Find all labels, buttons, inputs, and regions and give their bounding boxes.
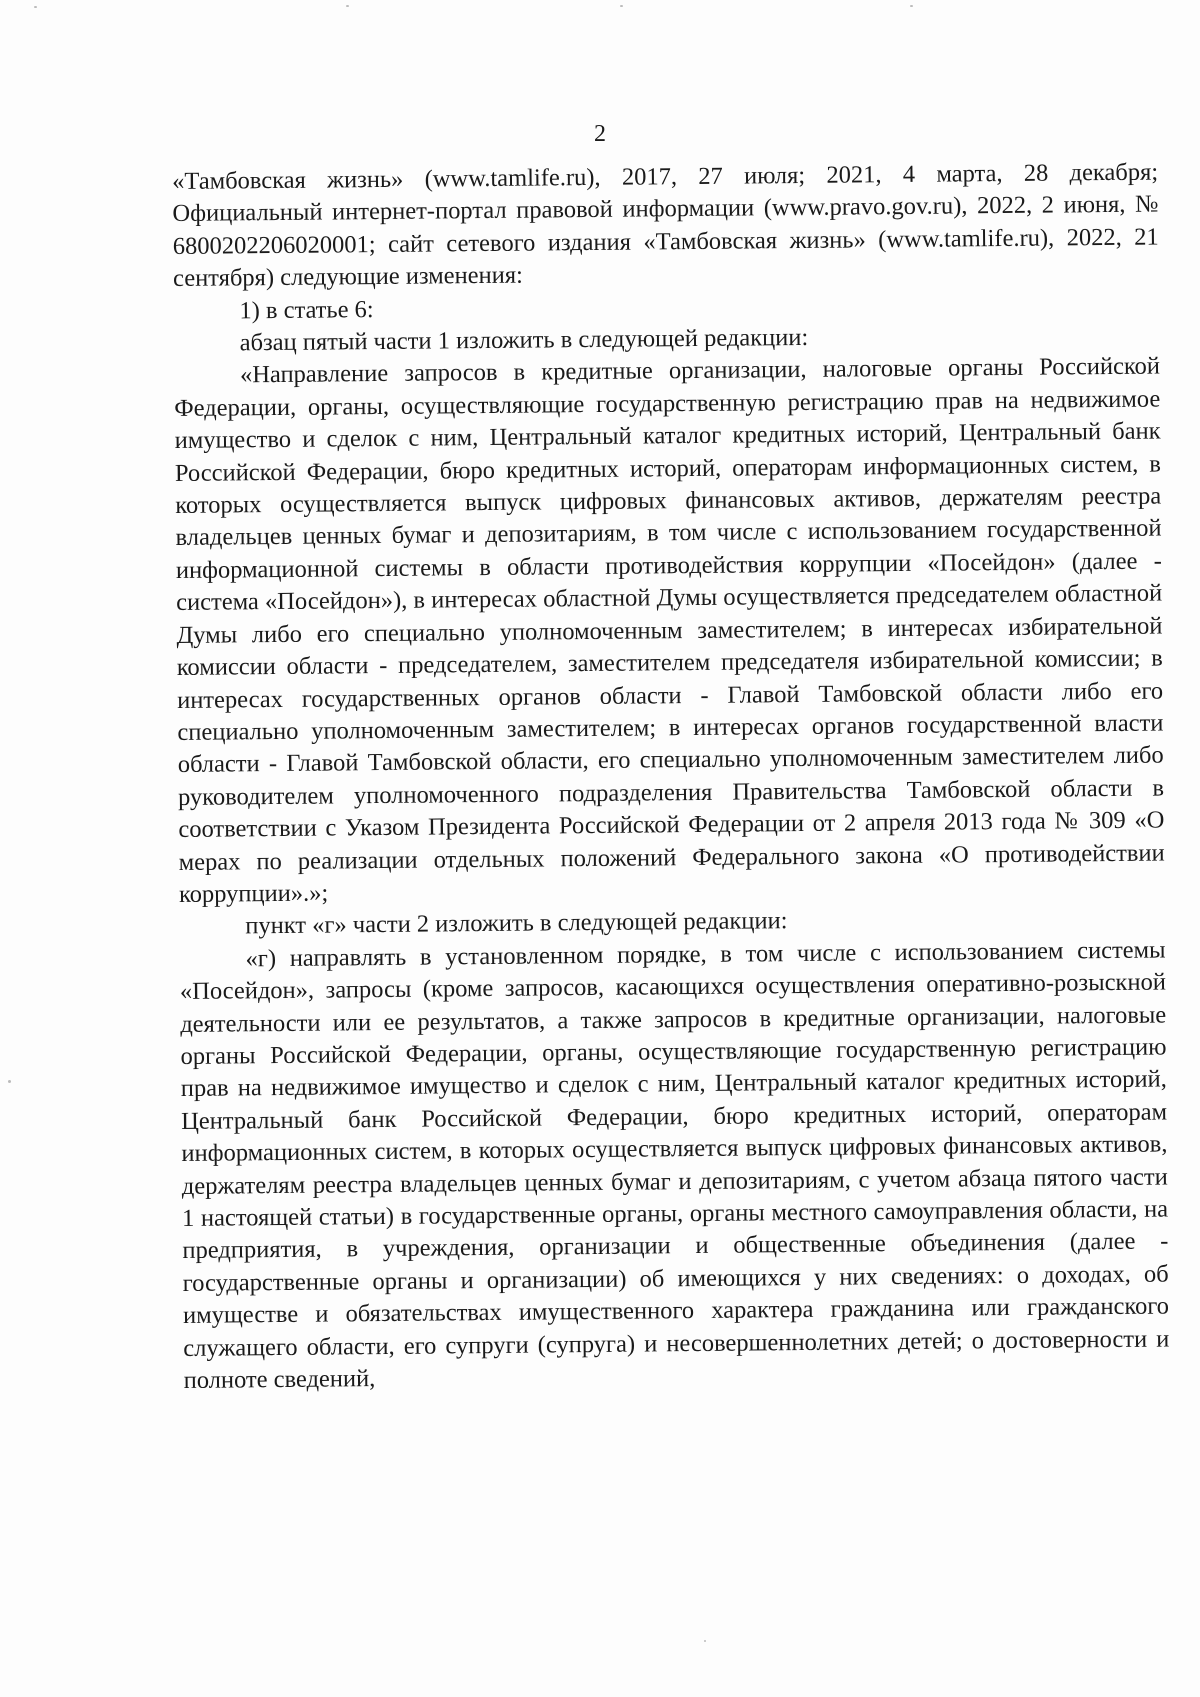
paragraph-point-g: «г) направлять в установленном порядке, в том числе с использованием системы «Посейдон», запросы (кроме запросов, касающихся осуществления оперативно-розыскной деятельности или ее результатов, а также запросов в кредитные организации, налоговые органы Российской Федерации, органы, осуществляющие государственную регистрацию прав на недвижимое имущество и сделок с ним, Центральный каталог кредитных историй, Центральный банк Российской Федерации, бюро кредитных историй, операторам информационных систем, в которых осуществляется выпуск цифровых финансовых активов, держателям реестра владельцев ценных бумаг и депозитариям, с учетом абзаца пятого части 1 настоящей статьи) в государственные органы, органы местного самоуправления области, на предприятия, в учреждения, организации и общественные объединения (далее - государственные органы и организации) об имеющихся у них сведениях: о доходах, об имуществе и обязательствах имущественного характера гражданина или гражданского служащего области, его супруги (супруга) и несовершеннолетних детей; о достоверности и полноте сведений, bbox=[179, 936, 1170, 1394]
paragraph-instruction-1: абзац пятый части 1 изложить в следующей редакции: bbox=[239, 323, 809, 357]
scan-artifact bbox=[704, 1640, 706, 1642]
scan-artifact bbox=[8, 1080, 11, 1083]
document-body bbox=[172, 157, 1170, 1398]
scan-artifact bbox=[620, 5, 623, 7]
scan-artifact bbox=[34, 6, 37, 8]
scan-artifact bbox=[346, 5, 349, 7]
scan-artifact bbox=[910, 5, 913, 7]
paragraph-sources: «Тамбовская жизнь» (www.tamlife.ru), 2017, 27 июля; 2021, 4 марта, 28 декабря; Официальный интернет-портал правовой информации (www.pravo.gov.ru), 2022, 2 июня, № 6800202206020001; сайт сетевого издания «Тамбовская жизнь» (www.tamlife.ru), 2022, 21 сентября) следующие изменения: bbox=[172, 158, 1159, 293]
paragraph-instruction-2: пункт «г» части 2 изложить в следующей редакции: bbox=[245, 907, 788, 940]
paragraph-article-6: 1) в статье 6: bbox=[239, 295, 374, 324]
paragraph-requests: «Направление запросов в кредитные организации, налоговые органы Российской Федерации, органы, осуществляющие государственную регистрацию прав на недвижимое имущество и сделок с ним, Центральный каталог кредитных историй, Центральный банк Российской Федерации, бюро кредитных историй, операторам информационных систем, в которых осуществляется выпуск цифровых финансовых активов, держателям реестра владельцев ценных бумаг и депозитариям, в том числе с использованием государственной информационной системы в области противодействия коррупции «Посейдон» (далее - система «Посейдон»), в интересах областной Думы осуществляется председателем областной Думы либо его специально уполномоченным заместителем; в интересах избирательной комиссии области - председателем, заместителем председателя избирательной комиссии; в интересах государственных органов области - Главой Тамбовской области либо его специально уполномоченным заместителем; в интересах органов государственной власти области - Главой Тамбовской области, его специально уполномоченным заместителем либо руководителем уполномоченного подразделения Правительства Тамбовской области в соответствии с Указом Президента Российской Федерации от 2 апреля 2013 года № 309 «О мерах по реализации отдельных положений Федерального закона «О противодействии коррупции».»; bbox=[174, 352, 1165, 908]
page-number: 2 bbox=[594, 121, 606, 147]
